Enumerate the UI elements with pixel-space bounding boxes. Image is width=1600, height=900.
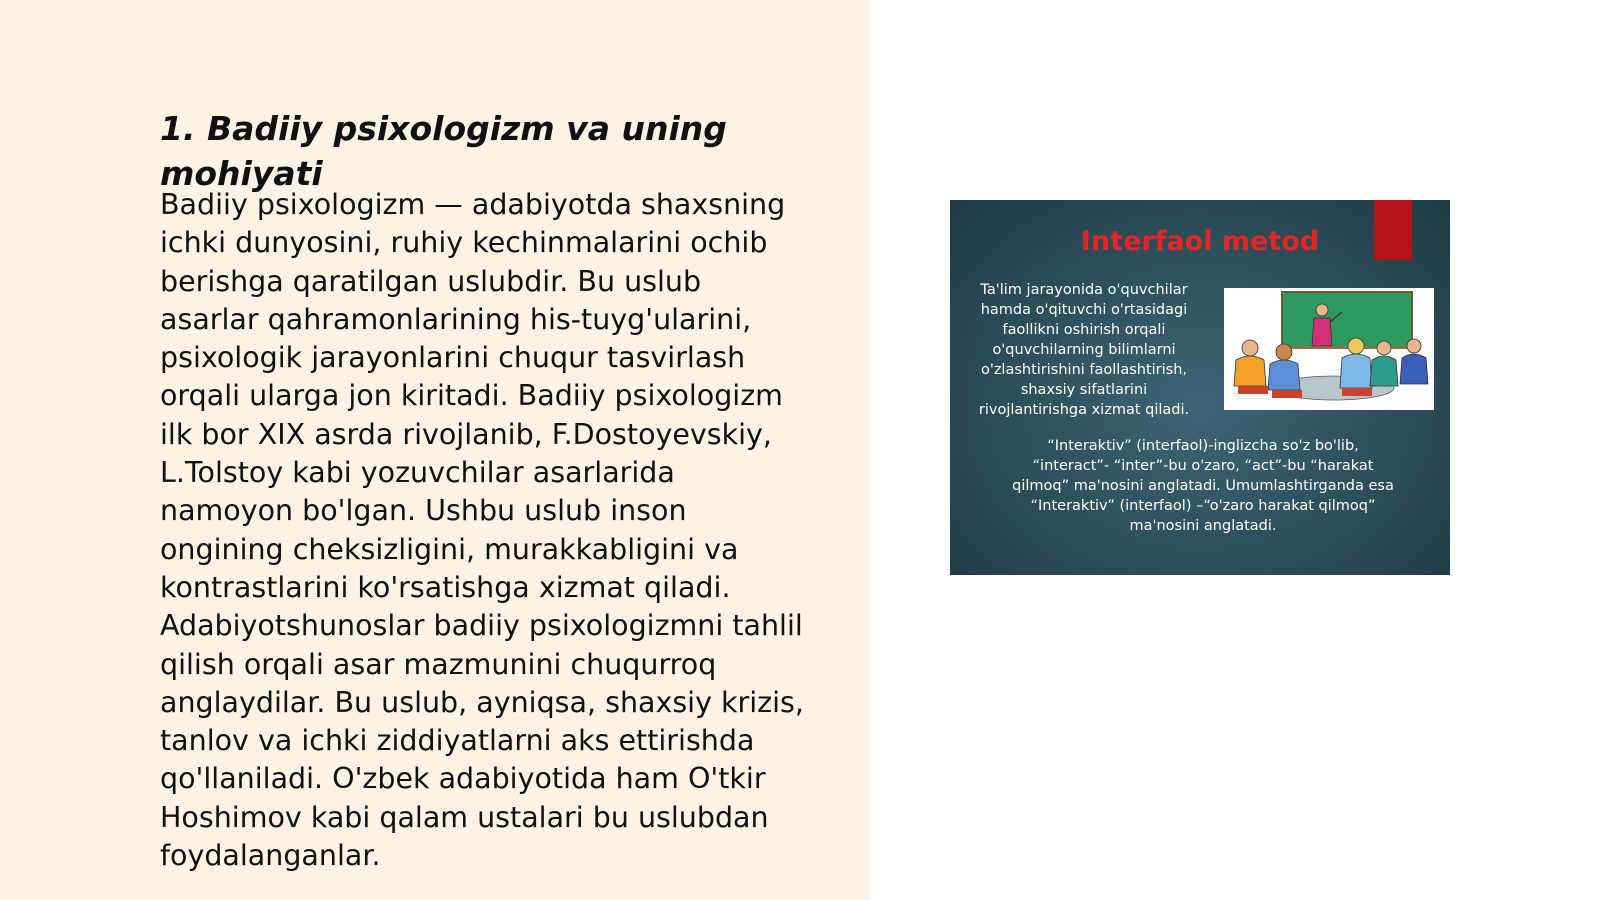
body-line: Adabiyotshunoslar badiiy psixologizmni tahlil [160,609,803,643]
figure-text-line: o'zlashtirishini faollashtirish, [980,362,1188,378]
classroom-illustration [1224,288,1434,410]
figure-text-line: rivojlantirishga xizmat qiladi. [978,402,1190,418]
figure-definition [970,436,1436,536]
body-line: Badiiy psixologizm — adabiyotda shaxsning [160,188,786,221]
body-line: Hoshimov kabi qalam ustalari bu uslubdan [160,800,769,834]
interfaol-metod-figure [950,200,1450,575]
body-line: qilish orqali asar mazmunini chuqurroq [160,647,717,681]
slide-body-text [160,186,850,875]
body-line: L.Tolstoy kabi yozuvchilar asarlarida [160,456,675,490]
figure-text-line: “interact”- “inter”-bu o'zaro, “act”-bu “harakat [1032,458,1374,474]
figure-text-line: ma'nosini anglatadi. [1129,518,1277,534]
body-line: psixologik jarayonlarini chuqur tasvirlash [160,341,746,375]
classroom-icon [1224,288,1434,410]
body-line: anglaydilar. Bu uslub, ayniqsa, shaxsiy krizis, [160,685,804,719]
body-line: kontrastlarini ko'rsatishga xizmat qiladi. [160,570,731,604]
body-line: namoyon bo'lgan. Ushbu uslub inson [160,494,687,528]
body-line: ongining cheksizligini, murakkabligini va [160,532,739,566]
figure-text-line: shaxsiy sifatlarini [1020,382,1148,398]
body-line: ilk bor XIX asrda rivojlanib, F.Dostoyevskiy, [160,417,772,451]
figure-title: Interfaol metod [1080,226,1320,257]
body-line: tanlov va ichki ziddiyatlarni aks ettirishda [160,724,755,758]
figure-text-line: hamda o'qituvchi o'rtasidagi [980,302,1188,318]
figure-text-line: “Interaktiv” (interfaol) –“o'zaro harakat qilmoq” [1030,498,1376,514]
body-line: orqali ularga jon kiritadi. Badiiy psixologizm [160,379,783,413]
body-line: berishga qaratilgan uslubdir. Bu uslub [160,264,702,298]
figure-text-line: Ta'lim jarayonida o'quvchilar [980,282,1188,298]
body-line: ichki dunyosini, ruhiy kechinmalarini ochib [160,226,768,260]
figure-description [964,280,1204,420]
body-line: qo'llaniladi. O'zbek adabiyotida ham O'tkir [160,762,766,796]
figure-text-line: o'quvchilarning bilimlarni [992,342,1176,358]
figure-text-line: faollikni oshirish orqali [1002,322,1166,338]
figure-text-line: “Interaktiv” (interfaol)-inglizcha so'z bo'lib, [1047,438,1359,454]
figure-text-line: qilmoq” ma'nosini anglatadi. Umumlashtirganda esa [1012,478,1394,494]
body-line: asarlar qahramonlarining his-tuyg'ularini, [160,302,752,336]
body-line: foydalanganlar. [160,839,381,873]
slide-title: 1. Badiiy psixologizm va uning mohiyati [160,109,727,193]
